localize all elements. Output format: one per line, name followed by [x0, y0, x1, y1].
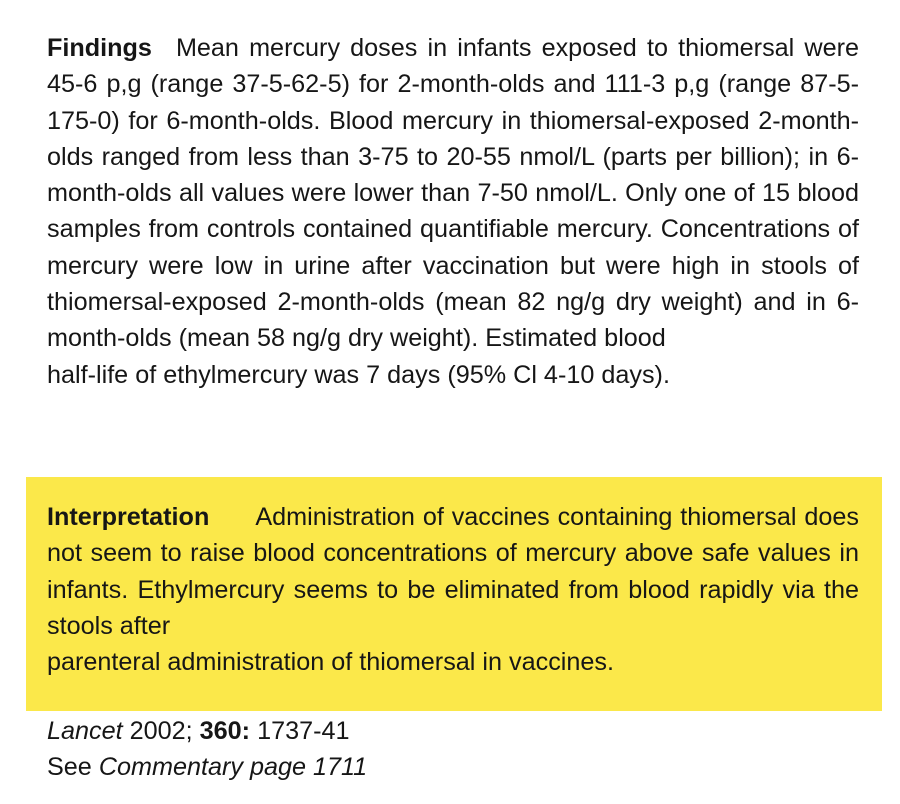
- interpretation-text: Administration of vaccines containing thiomersal does not seem to raise blood concentrations of mercury above safe values in infants. Ethylmercury seems to be eliminated from blood rapidly via the stools after: [47, 503, 859, 640]
- commentary-link-text: Commentary page 1711: [98, 753, 368, 782]
- interpretation-highlight-box: [26, 477, 882, 711]
- see-prefix: See: [47, 753, 92, 782]
- journal-volume: 360:: [199, 717, 251, 745]
- journal-year: 2002;: [129, 717, 193, 745]
- findings-last-line: half-life of ethylmercury was 7 days (95% Cl 4-10 days).: [47, 360, 670, 389]
- interpretation-last-line: parenteral administration of thiomersal in vaccines.: [47, 648, 614, 677]
- commentary-reference: [47, 749, 367, 785]
- interpretation-paragraph: [47, 499, 859, 680]
- journal-pages: 1737-41: [257, 717, 350, 745]
- journal-name: Lancet: [47, 717, 123, 745]
- findings-label: Findings: [47, 34, 152, 62]
- findings-paragraph: [47, 30, 859, 393]
- findings-text: Mean mercury doses in infants exposed to thiomersal were 45-6 p,g (range 37-5-62-5) for 2-month-olds and 111-3 p,g (range 87-5-175-0) for 6-month-olds. Blood mercury in thiomersal-exposed 2-month-olds ranged from less than 3-75 to 20-55 nmol/L (parts per billion); in 6-month-olds all values were lower than 7-50 nmol/L. Only one of 15 blood samples from controls contained quantifiable mercury. Concentrations of mercury were low in urine after vaccination but were high in stools of thiomersal-exposed 2-month-olds (mean 82 ng/g dry weight) and in 6-month-olds (mean 58 ng/g dry weight). Estimated blood: [47, 34, 859, 353]
- citation-block: [47, 713, 367, 786]
- interpretation-label: Interpretation: [47, 503, 210, 531]
- journal-reference: [47, 713, 367, 749]
